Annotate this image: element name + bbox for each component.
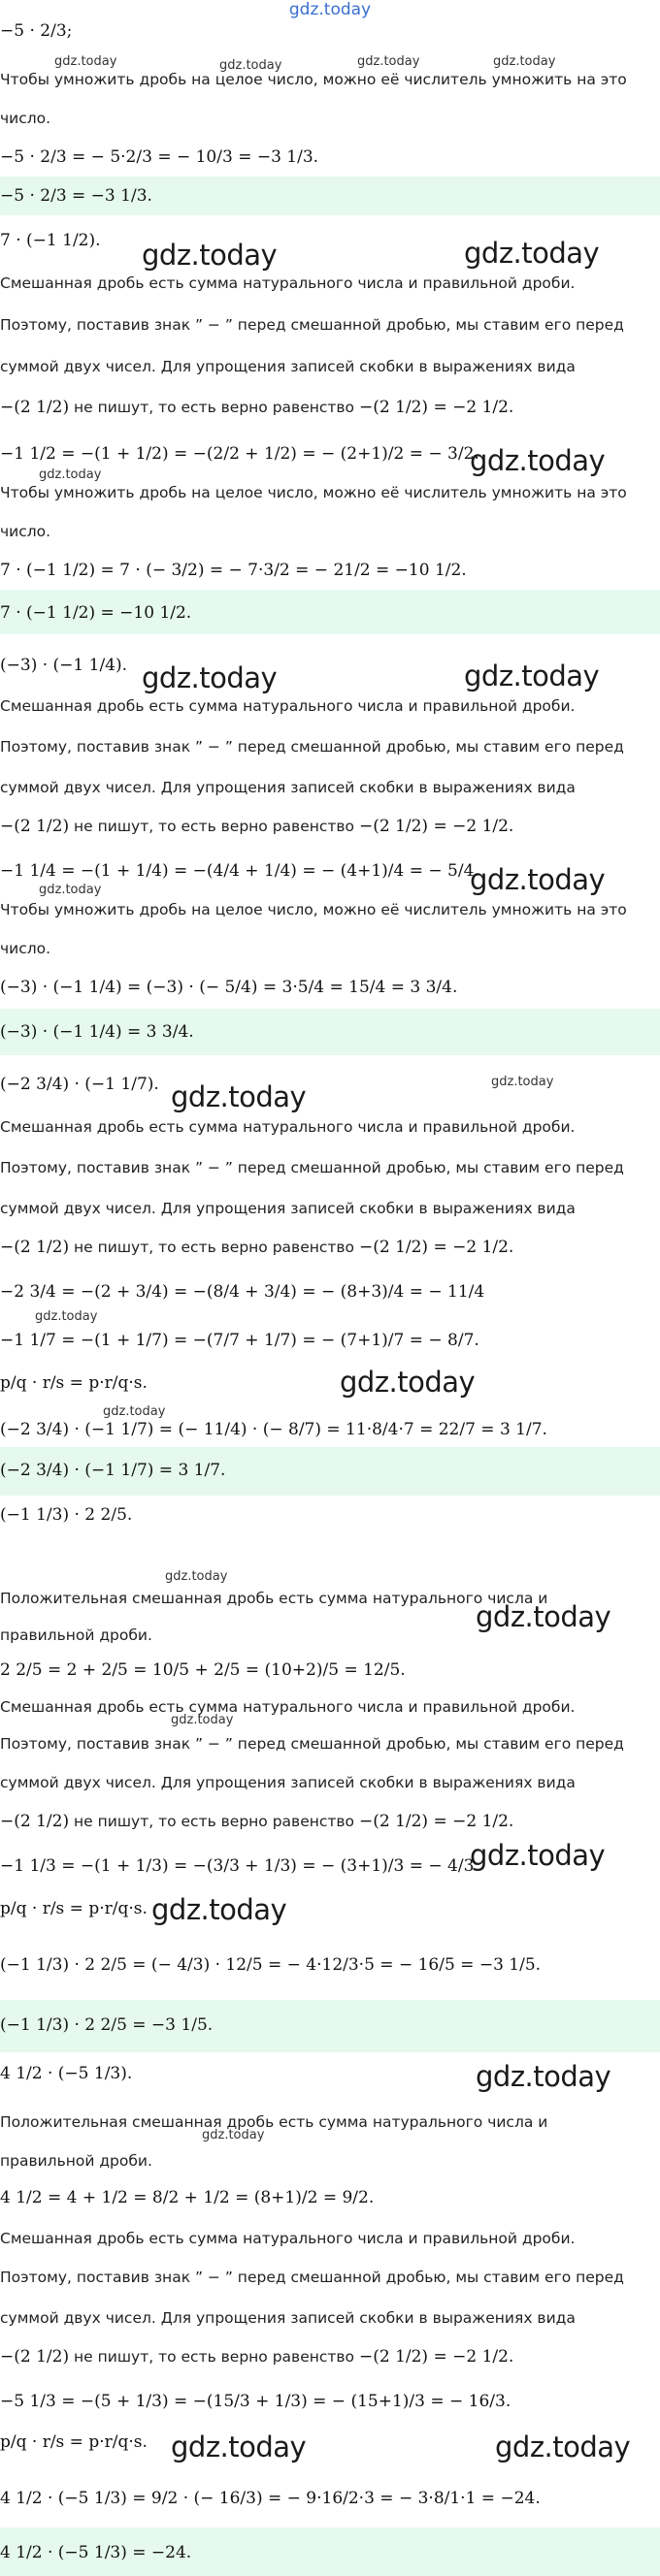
solution-2: 7 · (−1 1/2) = 7 · (− 3/2) = − 7·3/2 = − 21/2 = −10 1/2.	[0, 561, 467, 580]
sign-rule-line-6-3	[0, 2347, 513, 2367]
sign-rule-5-3: не пишут, то есть верно равенство	[74, 1813, 355, 1830]
rule-pq-6: p/q · r/s = p·r/q·s.	[0, 2432, 148, 2452]
problem-2: 7 · (−1 1/2).	[0, 231, 101, 250]
problem-4: (−2 3/4) · (−1 1/7).	[0, 1075, 159, 1094]
conversion-4b: −1 1/7 = −(1 + 1/7) = −(7/7 + 1/7) = − (7+1)/7 = − 8/7.	[0, 1331, 479, 1350]
sign-rule-text-6-1: Поэтому, поставив знак ” − ” перед смешанной дробью, мы ставим его перед	[0, 2269, 624, 2286]
sample-right: −(2 1/2) = −2 1/2.	[358, 398, 514, 417]
answer-4: (−2 3/4) · (−1 1/7) = 3 1/7.	[0, 1461, 226, 1480]
sample-right-5: −(2 1/2) = −2 1/2.	[358, 1812, 514, 1831]
multiply-rule-text-2: число.	[0, 110, 51, 127]
conversion-2: −1 1/2 = −(1 + 1/2) = −(2/2 + 1/2) = − (2+1)/2 = − 3/2.	[0, 444, 479, 464]
mixed-def-text-4: Смешанная дробь есть сумма натурального числа и правильной дроби.	[0, 1118, 576, 1136]
sign-rule-text-3: не пишут, то есть верно равенство	[74, 399, 355, 416]
pos-def-text-6-2: правильной дроби.	[0, 2152, 152, 2170]
sample-right-3: −(2 1/2) = −2 1/2.	[358, 817, 514, 836]
watermark: gdz.today	[470, 1839, 606, 1872]
sample-left-6: −(2 1/2)	[0, 2347, 70, 2367]
solution-3: (−3) · (−1 1/4) = (−3) · (− 5/4) = 3·5/4 = 15/4 = 3 3/4.	[0, 978, 458, 997]
sample-left-3: −(2 1/2)	[0, 817, 70, 836]
problem-6: 4 1/2 · (−5 1/3).	[0, 2064, 133, 2083]
solution-6: 4 1/2 · (−5 1/3) = 9/2 · (− 16/3) = − 9·16/2·3 = − 3·8/1·1 = −24.	[0, 2489, 541, 2508]
conversion-6a: 4 1/2 = 4 + 1/2 = 8/2 + 1/2 = (8+1)/2 = 9/2.	[0, 2188, 375, 2207]
watermark: gdz.today	[171, 1080, 307, 1113]
sign-rule-line-3-3	[0, 817, 513, 836]
watermark: gdz.today	[340, 1366, 476, 1399]
sign-rule-text-3-1: Поэтому, поставив знак ” − ” перед смешанной дробью, мы ставим его перед	[0, 738, 624, 756]
watermark: gdz.today	[470, 863, 606, 896]
sign-rule-line-3	[0, 398, 513, 417]
conversion-4a: −2 3/4 = −(2 + 3/4) = −(8/4 + 3/4) = − (8+3)/4 = − 11/4	[0, 1282, 485, 1302]
sign-rule-4-3: не пишут, то есть верно равенство	[74, 1239, 355, 1256]
watermark: gdz.today	[39, 883, 102, 897]
watermark: gdz.today	[464, 660, 600, 692]
watermark: gdz.today	[35, 1309, 98, 1324]
sign-rule-text-4-2: суммой двух чисел. Для упрощения записей скобки в выражениях вида	[0, 1200, 576, 1217]
conversion-5b: −1 1/3 = −(1 + 1/3) = −(3/3 + 1/3) = − (3+1)/3 = − 4/3.	[0, 1856, 479, 1876]
sign-rule-text-6-2: суммой двух чисел. Для упрощения записей скобки в выражениях вида	[0, 2309, 576, 2327]
watermark: gdz.today	[171, 1713, 234, 1727]
conversion-3: −1 1/4 = −(1 + 1/4) = −(4/4 + 1/4) = − (4+1)/4 = − 5/4.	[0, 861, 479, 881]
watermark: gdz.today	[202, 2128, 265, 2142]
answer-1: −5 · 2/3 = −3 1/3.	[0, 186, 152, 206]
solution-5: (−1 1/3) · 2 2/5 = (− 4/3) · 12/5 = − 4·12/3·5 = − 16/5 = −3 1/5.	[0, 1955, 542, 1975]
mixed-def-text-3: Смешанная дробь есть сумма натурального числа и правильной дроби.	[0, 697, 576, 715]
sample-left: −(2 1/2)	[0, 398, 70, 417]
answer-6: 4 1/2 · (−5 1/3) = −24.	[0, 2543, 192, 2562]
watermark: gdz.today	[476, 1600, 611, 1633]
watermark: gdz.today	[142, 661, 278, 694]
pos-def-text-6-1: Положительная смешанная дробь есть сумма натурального числа и	[0, 2113, 548, 2131]
watermark: gdz.today	[54, 54, 117, 69]
multiply-rule-text-b2: число.	[0, 523, 51, 540]
mixed-def-text: Смешанная дробь есть сумма натурального числа и правильной дроби.	[0, 274, 576, 292]
watermark: gdz.today	[476, 2060, 611, 2093]
watermark: gdz.today	[142, 239, 278, 272]
problem-3: (−3) · (−1 1/4).	[0, 656, 128, 675]
sign-rule-text-1: Поэтому, поставив знак ” − ” перед смешанной дробью, мы ставим его перед	[0, 316, 624, 334]
watermark: gdz.today	[151, 1893, 287, 1926]
problem-5: (−1 1/3) · 2 2/5.	[0, 1505, 133, 1525]
sample-left-4: −(2 1/2)	[0, 1238, 70, 1257]
sign-rule-text-4-1: Поэтому, поставив знак ” − ” перед смешанной дробью, мы ставим его перед	[0, 1159, 624, 1176]
multiply-rule-text: Чтобы умножить дробь на целое число, можно её числитель умножить на это	[0, 71, 627, 88]
multiply-rule-text-c: Чтобы умножить дробь на целое число, можно её числитель умножить на это	[0, 901, 627, 918]
sign-rule-line-4-3	[0, 1238, 513, 1257]
answer-2: 7 · (−1 1/2) = −10 1/2.	[0, 603, 192, 623]
answer-5: (−1 1/3) · 2 2/5 = −3 1/5.	[0, 2015, 214, 2035]
multiply-rule-text-c2: число.	[0, 940, 51, 957]
sample-left-5: −(2 1/2)	[0, 1812, 70, 1831]
pos-def-text-5-2: правильной дроби.	[0, 1626, 152, 1644]
sign-rule-3-3: не пишут, то есть верно равенство	[74, 818, 355, 835]
watermark: gdz.today	[464, 237, 600, 270]
mixed-def-text-6: Смешанная дробь есть сумма натурального числа и правильной дроби.	[0, 2230, 576, 2247]
sign-rule-line-5-3	[0, 1812, 513, 1831]
watermark: gdz.today	[219, 58, 282, 73]
solution-1: −5 · 2/3 = − 5·2/3 = − 10/3 = −3 1/3.	[0, 147, 319, 167]
conversion-6b: −5 1/3 = −(5 + 1/3) = −(15/3 + 1/3) = − (15+1)/3 = − 16/3.	[0, 2392, 512, 2411]
sign-rule-text-5-1: Поэтому, поставив знак ” − ” перед смешанной дробью, мы ставим его перед	[0, 1735, 624, 1753]
rule-pq-5: p/q · r/s = p·r/q·s.	[0, 1899, 148, 1918]
watermark: gdz.today	[171, 2431, 307, 2463]
sample-right-4: −(2 1/2) = −2 1/2.	[358, 1238, 514, 1257]
watermark: gdz.today	[103, 1404, 166, 1419]
multiply-rule-text-b: Чтобы умножить дробь на целое число, можно её числитель умножить на это	[0, 484, 627, 501]
watermark: gdz.today	[165, 1569, 228, 1584]
site-brand[interactable]: gdz.today	[288, 0, 372, 19]
solution-4: (−2 3/4) · (−1 1/7) = (− 11/4) · (− 8/7) = 11·8/4·7 = 22/7 = 3 1/7.	[0, 1420, 547, 1439]
sign-rule-text-5-2: суммой двух чисел. Для упрощения записей скобки в выражениях вида	[0, 1774, 576, 1791]
watermark: gdz.today	[357, 54, 420, 69]
watermark: gdz.today	[39, 467, 102, 482]
sample-right-6: −(2 1/2) = −2 1/2.	[358, 2347, 514, 2367]
watermark: gdz.today	[470, 444, 606, 477]
answer-3: (−3) · (−1 1/4) = 3 3/4.	[0, 1022, 194, 1042]
watermark: gdz.today	[495, 2431, 631, 2463]
watermark: gdz.today	[493, 54, 556, 69]
sign-rule-text-2: суммой двух чисел. Для упрощения записей скобки в выражениях вида	[0, 358, 576, 375]
watermark: gdz.today	[491, 1075, 554, 1089]
sign-rule-6-3: не пишут, то есть верно равенство	[74, 2348, 355, 2366]
rule-pq-4: p/q · r/s = p·r/q·s.	[0, 1373, 148, 1393]
conversion-5a: 2 2/5 = 2 + 2/5 = 10/5 + 2/5 = (10+2)/5 = 12/5.	[0, 1660, 406, 1680]
pos-def-text-5-1: Положительная смешанная дробь есть сумма натурального числа и	[0, 1590, 548, 1607]
sign-rule-text-3-2: суммой двух чисел. Для упрощения записей скобки в выражениях вида	[0, 779, 576, 796]
mixed-def-text-5: Смешанная дробь есть сумма натурального числа и правильной дроби.	[0, 1698, 576, 1716]
problem-1: −5 · 2/3;	[0, 21, 73, 41]
